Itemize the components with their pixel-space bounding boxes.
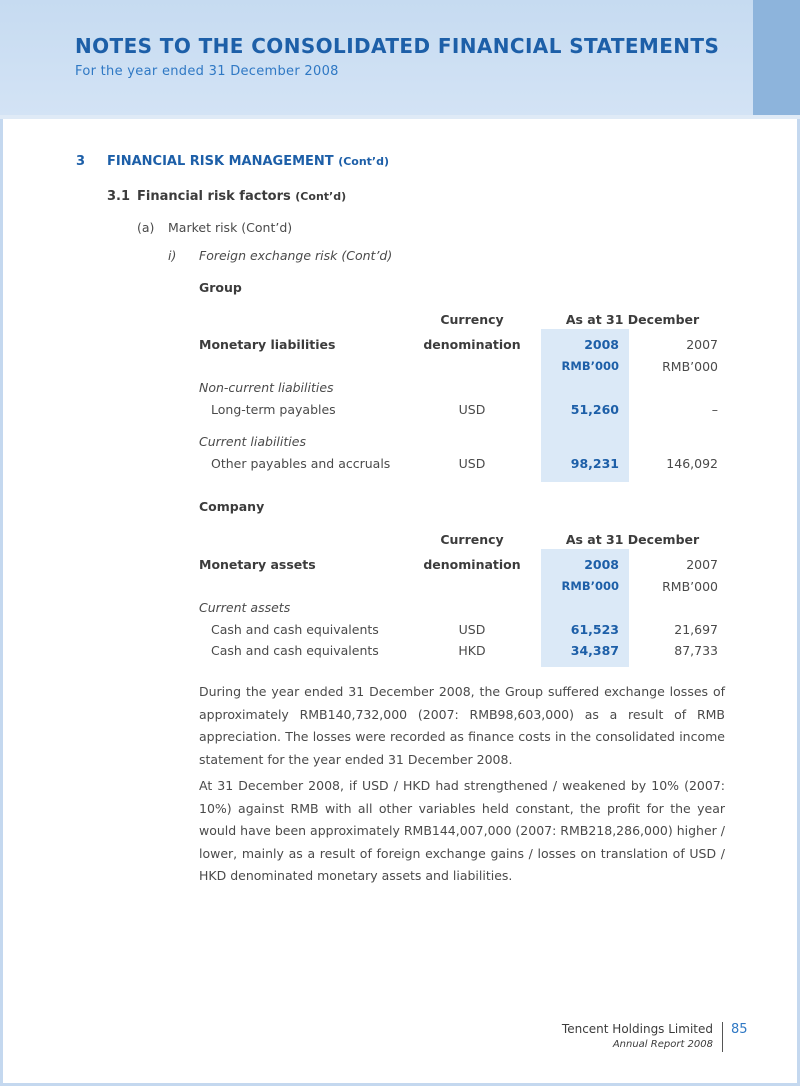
group-as-at-header: As at 31 December <box>565 312 700 327</box>
page-subtitle: For the year ended 31 December 2008 <box>75 64 339 79</box>
company-row-currency: HKD <box>458 643 486 658</box>
footer-report: Annual Report 2008 <box>612 1039 713 1050</box>
paragraph-exchange-losses: During the year ended 31 December 2008, the Group suffered exchange losses of approximately RMB140,732,000 (2007: RMB98,603,000) as a result of RMB appreciation. The losses were recorded as finance costs in the consolidated income statement for the year ended 31 December 2008. <box>199 684 725 767</box>
section-number: 3 <box>76 154 86 169</box>
page-title: NOTES TO THE CONSOLIDATED FINANCIAL STATEMENTS <box>75 34 720 58</box>
group-row-2007: – <box>711 402 718 417</box>
header-rule <box>0 115 800 119</box>
company-unit-2008: RMB’000 <box>561 579 619 593</box>
subsection-title-text: Financial risk factors <box>137 189 291 204</box>
item-a-text: Market risk (Cont’d) <box>168 220 293 235</box>
company-row-2007: 87,733 <box>674 643 718 658</box>
company-current-assets-label: Current assets <box>199 600 291 615</box>
subsection-title-contd: (Cont’d) <box>295 190 347 203</box>
group-unit-2008: RMB’000 <box>561 359 619 373</box>
group-denomination-header: denomination <box>423 337 521 352</box>
footer-divider <box>722 1022 723 1052</box>
footer-company: Tencent Holdings Limited <box>561 1022 713 1036</box>
company-year-2008: 2008 <box>584 557 619 572</box>
company-heading: Company <box>199 499 265 514</box>
group-year-2007: 2007 <box>686 337 718 352</box>
company-as-at-header: As at 31 December <box>565 532 700 547</box>
paragraph-sensitivity: At 31 December 2008, if USD / HKD had strengthened / weakened by 10% (2007: 10%) against RMB with all other variables held constant, the profit for the year would have been approximately RMB144,007,000 (2007: RMB218,286,000) higher / lower, mainly as a result of foreign exchange gains / losses on translation of USD / HKD denominated monetary assets and liabilities. <box>199 778 725 883</box>
group-row-currency: USD <box>458 456 486 471</box>
company-row-label: Cash and cash equivalents <box>211 622 379 637</box>
item-i-label: i) <box>168 248 177 263</box>
company-row-header: Monetary assets <box>199 557 316 572</box>
company-row-currency: USD <box>458 622 486 637</box>
group-unit-2007: RMB’000 <box>662 359 718 374</box>
group-row-currency: USD <box>458 402 486 417</box>
section-title <box>107 154 389 169</box>
item-i-text: Foreign exchange risk (Cont’d) <box>199 248 393 263</box>
group-row-label: Other payables and accruals <box>211 456 391 471</box>
group-noncurrent-label: Non-current liabilities <box>199 380 334 395</box>
company-denomination-header: denomination <box>423 557 521 572</box>
item-a-label: (a) <box>137 220 155 235</box>
header-tab <box>753 0 800 115</box>
group-row-header: Monetary liabilities <box>199 337 336 352</box>
company-unit-2007: RMB’000 <box>662 579 718 594</box>
company-row-2008: 61,523 <box>570 622 619 637</box>
company-row-2008: 34,387 <box>570 643 619 658</box>
group-currency-header: Currency <box>440 312 504 327</box>
company-currency-header: Currency <box>440 532 504 547</box>
subsection-number: 3.1 <box>107 189 131 204</box>
group-row-2007: 146,092 <box>666 456 718 471</box>
group-row-label: Long-term payables <box>211 402 336 417</box>
group-year-2008: 2008 <box>584 337 619 352</box>
section-title-text: FINANCIAL RISK MANAGEMENT <box>107 154 334 169</box>
group-row-2008: 51,260 <box>570 402 619 417</box>
group-heading: Group <box>199 280 242 295</box>
group-current-label: Current liabilities <box>199 434 306 449</box>
page-number: 85 <box>731 1022 748 1037</box>
company-year-2007: 2007 <box>686 557 718 572</box>
company-row-2007: 21,697 <box>674 622 718 637</box>
subsection-title <box>137 189 346 204</box>
company-row-label: Cash and cash equivalents <box>211 643 379 658</box>
group-row-2008: 98,231 <box>570 456 619 471</box>
section-title-contd: (Cont’d) <box>338 155 390 168</box>
